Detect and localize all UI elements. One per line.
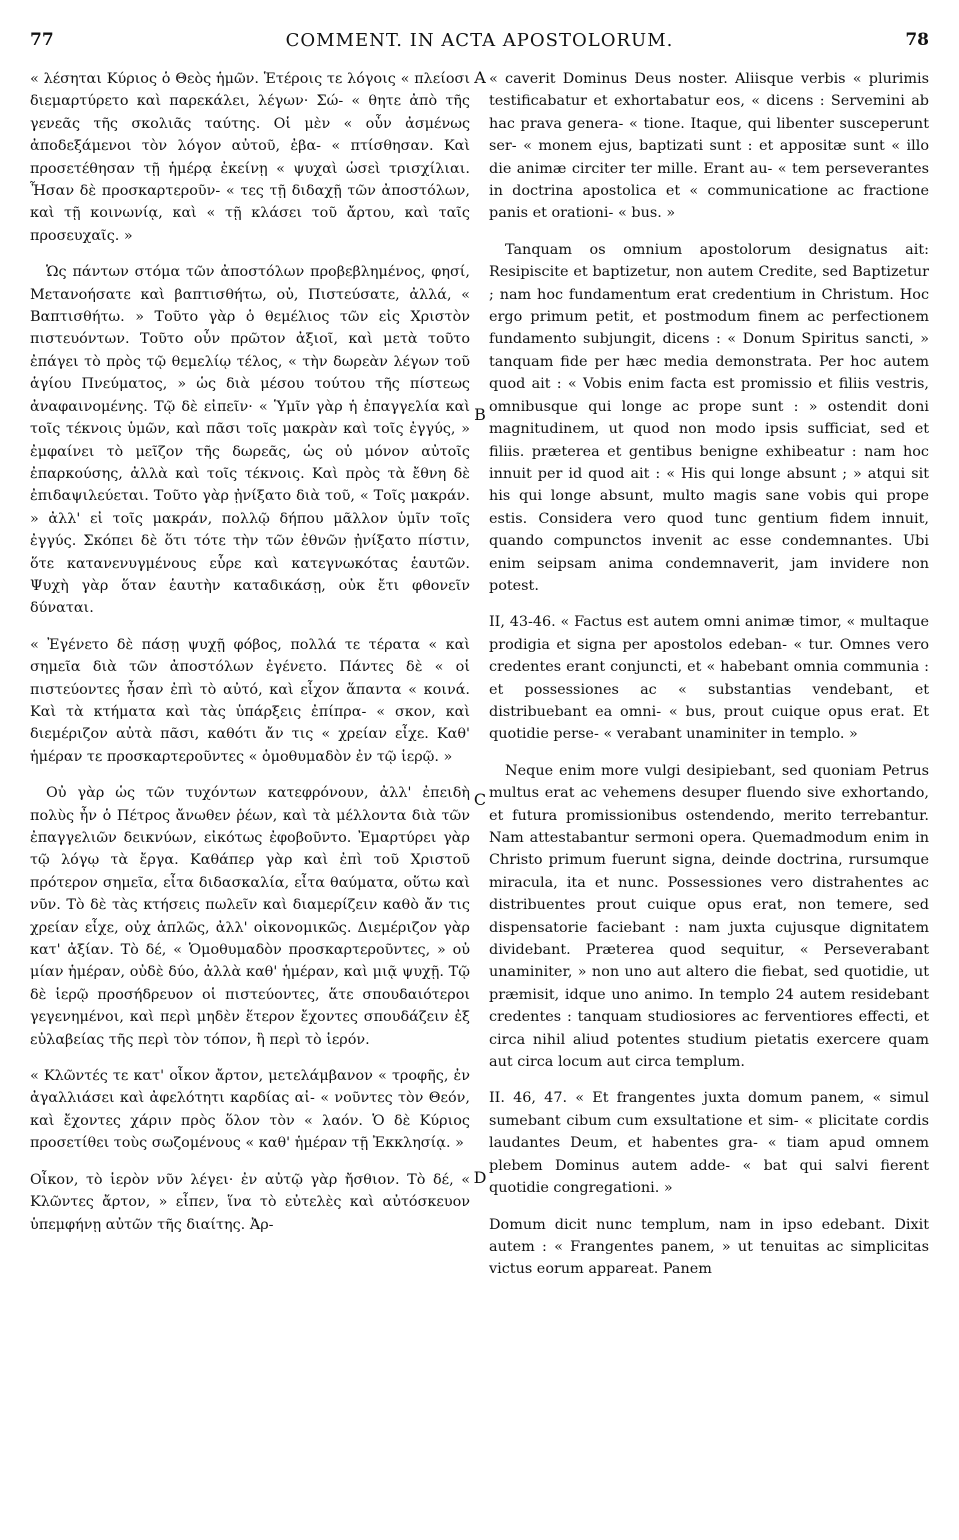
greek-paragraph-2: Ὡς πάντων στόμα τῶν ἀποστόλων προβεβλημένος, φησί, Μετανοήσατε καὶ βαπτισθήτω, οὐ, Πιστεύσατε, ἀλλά, « Βαπτισθήτω. » Τοῦτο γὰρ ὁ θεμέλιος τῶν εἰς Χριστὸν πιστευόντων. Τοῦτο οὖν πρῶτον ἀξιοῖ, καὶ μετὰ τοῦτο ἐπάγει τὸ πρὸς τῷ θεμελίῳ τέλος, « τὴν δωρεὰν λέγων τοῦ ἁγίου Πνεύματος, » ὡς διὰ μέσου τούτου τῆς πίστεως ἀναφαινομένης. Τῷ δὲ εἰπεῖν· « Ὑμῖν γὰρ ἡ ἐπαγγελία καὶ τοῖς τέκνοις ὑμῶν, καὶ πᾶσι τοῖς μακρὰν καὶ τοῖς ἐγγύς, » ἐμφαίνει τὸ μεῖζον τῆς δωρεᾶς, ὡς οὐ μόνον αὐτοῖς ἐπαρκούσης, ἀλλὰ καὶ τοῖς τέκνοις. Καὶ πρὸς τὰ ἔθνη δὲ ἐπιδαψιλεύεται. Τοῦτο γὰρ ᾐνίξατο διὰ τοῦ, « Τοῖς μακράν. » ἀλλ' εἰ τοῖς μακράν, πολλῷ δήπου μᾶλλον ὑμῖν τοῖς ἐγγύς. Σκόπει δὲ ὅτι τότε τὴν τῶν ἐθνῶν ᾐνίξατο πίστιν, ὅτε κατανενυγμένους εὗρε καὶ κατεγνωκότας ἑαυτῶν. Ψυχὴ γὰρ ὅταν ἑαυτὴν καταδικάσῃ, οὐκ ἔτι φθονεῖν δύναται.: [30, 264, 470, 617]
latin-paragraph-2: Tanquam os omnium apostolorum designatus ait: Resipiscite et baptizetur, non autem Credite, sed Baptizetur ; nam hoc fundamentum erat credentium in Christum. Hoc ergo primum petit, et postmodum finem ac perfectionem fundamento subjungit, dicens : « Donum Spiritus sancti, » tanquam fide per hæc media demonstrata. Per hoc autem quod ait : « Vobis enim facta est promissio et filiis vestris, omnibusque qui longe ac prope sunt : » ostendit doni magnitudinem, ut quod non modo ipsis sufficiat, sed et filiis. præterea et gentibus benigne exhibeatur : nam hoc innuit per id quod ait : « His qui longe absunt ; » atqui sit his qui longe absunt, multo magis sane vobis qui prope estis. Considera vero quod tunc gentium fidem innuit, quando compunctos invenit ac esse condemnantes. Ubi enim seipsam anima condemnaverit, jam invidere non potest.: [489, 241, 929, 594]
greek-paragraph-6: Οἶκον, τὸ ἱερὸν νῦν λέγει· ἐν αὐτῷ γὰρ ἤσθιον. Τὸ δέ, « Κλῶντες ἄρτον, » εἶπεν, ἵνα τὸ εὐτελὲς καὶ αὐτόσκευον ὑπεμφήνῃ αὐτῶν τῆς διαίτης. Ἀρ-: [30, 1171, 470, 1233]
greek-column: [30, 68, 470, 1250]
greek-paragraph-4: Οὐ γὰρ ὡς τῶν τυχόντων κατεφρόνουν, ἀλλ' ἐπειδὴ πολὺς ἦν ὁ Πέτρος ἄνωθεν ῥέων, καὶ τὰ μέλλοντα διὰ τῶν ἐπαγγελιῶν δεικνύων, εἰκότως ἐφοβοῦντο. Ἐμαρτύρει γὰρ τῷ λόγῳ τὰ ἔργα. Καθάπερ γὰρ καὶ ἐπὶ τοῦ Χριστοῦ πρότερον σημεῖα, εἶτα διδασκαλία, εἶτα θαύματα, οὕτω καὶ νῦν. Τὸ δὲ τὰς κτήσεις πωλεῖν καὶ διαμερίζειν καθὸ ἄν τις χρείαν εἶχε, οὐχ ἁπλῶς, ἀλλ' οἰκονομικῶς. Διεμέριζον γὰρ κατ' ἀξίαν. Τὸ δέ, « Ὁμοθυμαδὸν προσκαρτεροῦντες, » οὐ μίαν ἡμέραν, οὐδὲ δύο, ἀλλὰ καθ' ἡμέραν, καὶ μιᾷ ψυχῇ. Τῷ δὲ ἱερῷ προσήδρευον οἱ πιστεύοντες, ἅτε σπουδαιότεροι γεγενημένοι, καὶ περὶ μηδὲν ἕτερον ἔχοντες σπουδάζειν ἐξ εὐλαβείας τῆς περὶ τὸν τόπον, ἢ περὶ τὸ ἱερόν.: [30, 785, 470, 1048]
greek-paragraph-1: « λέσηται Κύριος ὁ Θεὸς ἡμῶν. Ἑτέροις τε λόγοις « πλείοσι διεμαρτύρετο καὶ παρεκάλει, λέγων· Σώ- « θητε ἀπὸ τῆς γενεᾶς τῆς σκολιᾶς ταύτης. Οἱ μὲν « οὖν ἀσμένως ἀποδεξάμενοι τὸν λόγον αὐτοῦ, ἐβα- « πτίσθησαν. Καὶ προσετέθησαν τῇ ἡμέρᾳ ἐκείνῃ « ψυχαὶ ὡσεὶ τρισχίλιαι. Ἦσαν δὲ προσκαρτεροῦν- « τες τῇ διδαχῇ τῶν ἀποστόλων, καὶ τῇ κοινωνίᾳ, καὶ « τῇ κλάσει τοῦ ἄρτου, καὶ ταῖς προσευχαῖς. »: [30, 71, 470, 244]
margin-letter-a: A: [474, 68, 486, 87]
latin-paragraph-3: II, 43-46. « Factus est autem omni animæ timor, « multaque prodigia et signa per apostolos edeban- « tur. Omnes vero credentes erant conjuncti, et « habebant omnia communia : et possessiones ac « substantias vendebant, et distribuebant ea omni- « bus, prout cuique opus erat. Et quotidie perse- « verabant unaminiter in templo. »: [489, 614, 929, 743]
running-title: COMMENT. IN ACTA APOSTOLORUM.: [285, 30, 674, 51]
margin-letter-d: D: [473, 1168, 487, 1187]
latin-paragraph-6: Domum dicit nunc templum, nam in ipso edebant. Dixit autem : « Frangentes panem, » ut tenuitas ac simplicitas victus eorum appareat. Panem: [489, 1216, 929, 1278]
latin-paragraph-4: Neque enim more vulgi desipiebant, sed quoniam Petrus multus erat ac vehemens desuper fluendo sive exhortando, et futura promissionibus ostendendo, merito terrebantur. Nam attestabantur sermoni opera. Quemadmodum enim in Christo primum fuerunt signa, deinde doctrina, rursumque miracula, ita et nunc. Possessiones vero distrahentes ac distribuentes prout cuique opus erat, non temere, sed dispensatorie faciebant : nam juxta cujusque dignitatem dividebant. Præterea quod sequitur, « Perseverabant unaminiter, » non uno aut altero die fiebat, sed quotidie, ut præmisit, idque uno animo. In templo 24 autem residebant credentes : tanquam studiosiores ac ferventiores effecti, et circa nihil aliud potentes studium pietatis exercere quam aut circa locum aut circa templum.: [489, 762, 929, 1071]
margin-letter-b: B: [474, 405, 486, 424]
latin-paragraph-1: « caverit Dominus Deus noster. Aliisque verbis « plurimis testificabatur et exhortabatur eos, « dicens : Servemini ab hac prava genera- « tione. Itaque, qui libenter susceperunt ser- « monem ejus, baptizati sunt : et appositæ sunt « illo die animæ circiter ter mille. Erant au- « tem perseverantes in doctrina apostolica et « communicatione ac fractione panis et orationi- « bus. »: [489, 71, 929, 222]
latin-column: [489, 68, 929, 1295]
margin-letter-c: C: [473, 790, 487, 809]
running-header: [0, 30, 959, 60]
latin-paragraph-5: II. 46, 47. « Et frangentes juxta domum panem, « simul sumebant cibum cum exsultatione et sim- « plicitate cordis laudantes Deum, et habentes gra- « tiam apud omnem plebem Dominus autem adde- « bat qui salvi fierent quotidie congregationi. »: [489, 1090, 929, 1197]
greek-paragraph-3: « Ἐγένετο δὲ πάσῃ ψυχῇ φόβος, πολλά τε τέρατα « καὶ σημεῖα διὰ τῶν ἀποστόλων ἐγένετο. Πάντες δὲ « οἱ πιστεύοντες ἦσαν ἐπὶ τὸ αὐτό, καὶ εἶχον ἅπαντα « κοινά. Καὶ τὰ κτήματα καὶ τὰς ὑπάρξεις ἐπίπρα- « σκον, καὶ διεμέριζον αὐτὰ πᾶσι, καθότι ἄν τις « χρείαν εἶχε. Καθ' ἡμέραν τε προσκαρτεροῦντες « ὁμοθυμαδὸν ἐν τῷ ἱερῷ. »: [30, 636, 470, 765]
page-number-left: 77: [30, 30, 54, 50]
page-number-right: 78: [905, 30, 929, 50]
greek-paragraph-5: « Κλῶντές τε κατ' οἶκον ἄρτον, μετελάμβανον « τροφῆς, ἐν ἀγαλλιάσει καὶ ἀφελότητι καρδίας αἰ- « νοῦντες τὸν Θεόν, καὶ ἔχοντες χάριν πρὸς ὅλον τὸν « λαόν. Ὁ δὲ Κύριος προσετίθει τοὺς σωζομένους « καθ' ἡμέραν τῇ Ἐκκλησίᾳ. »: [30, 1068, 470, 1152]
